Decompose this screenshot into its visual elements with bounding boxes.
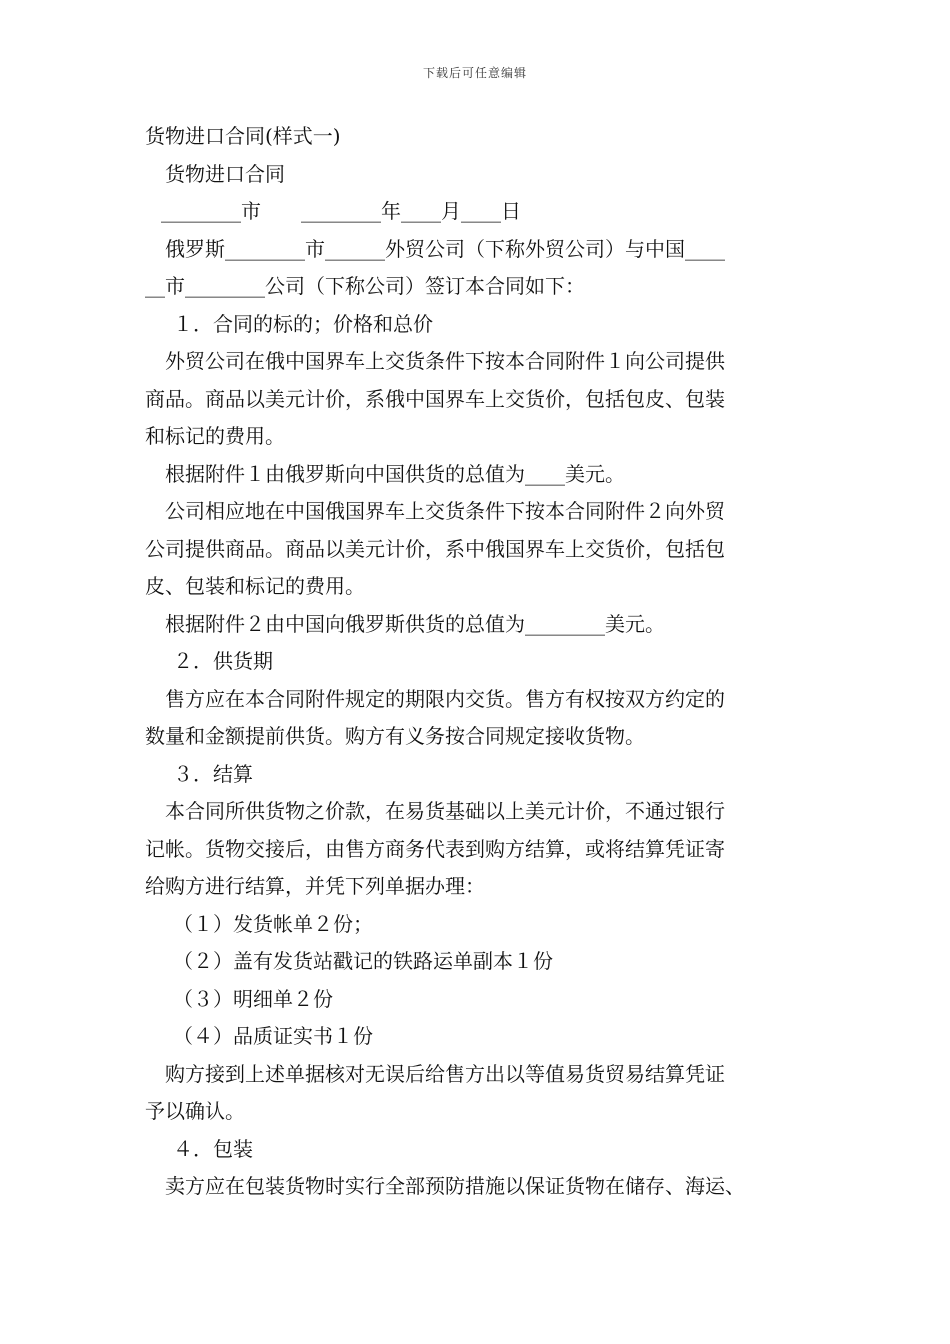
document-line: 外贸公司在俄中国界车上交货条件下按本合同附件１向公司提供 [165,349,725,373]
document-line: 本合同所供货物之价款，在易货基础以上美元计价，不通过银行 [165,799,725,823]
document-line: 根据附件２由中国向俄罗斯供货的总值为________美元。 [165,611,665,636]
document-line: （２）盖有发货站戳记的铁路运单副本１份 [173,949,553,973]
document-line: 记帐。货物交接后，由售方商务代表到购方结算，或将结算凭证寄 [145,836,725,861]
document-body [145,118,825,1206]
document-line: 商品。商品以美元计价，系俄中国界车上交货价，包括包皮、包装 [145,386,725,411]
document-line: 皮、包装和标记的费用。 [145,574,365,598]
document-line: 购方接到上述单据核对无误后给售方出以等值易货贸易结算凭证 [165,1061,725,1086]
document-line: ２．供货期 [173,649,273,673]
document-line: 货物进口合同(样式一) [145,124,341,148]
document-line: 给购方进行结算，并凭下列单据办理： [145,874,485,898]
document-line: 售方应在本合同附件规定的期限内交货。售方有权按双方约定的 [165,686,725,711]
document-line: 公司相应地在中国俄国界车上交货条件下按本合同附件２向外贸 [165,499,725,523]
document-line: __市________公司（下称公司）签订本合同如下： [145,274,585,298]
document-line: （１）发货帐单２份； [173,911,373,936]
document-line: 予以确认。 [145,1099,245,1123]
document-line: 货物进口合同 [165,161,285,186]
document-line: 公司提供商品。商品以美元计价，系中俄国界车上交货价，包括包 [145,536,725,561]
document-line: ３．结算 [173,761,253,786]
document-line: 俄罗斯________市______外贸公司（下称外贸公司）与中国____ [165,236,725,261]
document-line: １．合同的标的；价格和总价 [173,311,433,336]
document-line: 和标记的费用。 [145,424,285,448]
document-line: ________市 ________年____月____日 [161,199,521,223]
document-line: 卖方应在包装货物时实行全部预防措施以保证货物在储存、海运、 [165,1174,745,1198]
document-line: （３）明细单２份 [173,986,333,1011]
document-line: 根据附件１由俄罗斯向中国供货的总值为____美元。 [165,461,625,486]
header-note: 下载后可任意编辑 [422,66,527,80]
document-line: ４．包装 [173,1136,253,1161]
document-line: （４）品质证实书１份 [173,1024,373,1048]
document-line: 数量和金额提前供货。购方有义务按合同规定接收货物。 [145,724,645,748]
